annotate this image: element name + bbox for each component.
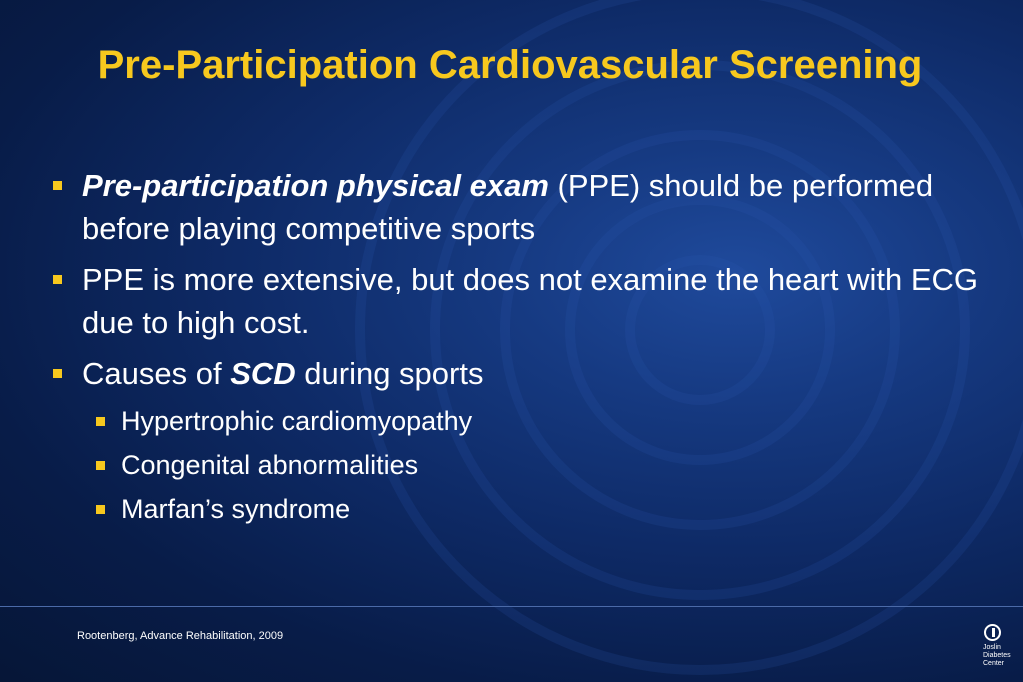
bullet-emphasis: SCD [230,356,296,391]
logo-line: Center [983,660,1005,667]
logo-line: Joslin [983,644,1001,651]
footer-divider [0,606,1023,607]
sub-bullet-text: Marfan’s syndrome [121,494,351,524]
bullet-marker-icon [96,417,105,426]
bullet-emphasis: Pre-participation physical exam [82,168,549,203]
bullet-item [48,258,988,344]
bullet-item [48,352,988,395]
sub-bullet-item [48,403,988,439]
sub-bullet-item [48,491,988,527]
bullet-text: Causes of [82,356,231,391]
sub-bullet-text: Congenital abnormalities [121,450,419,480]
slide-title: Pre-Participation Cardiovascular Screening [97,43,923,87]
bullet-text: during sports [295,356,484,391]
sub-bullet-item [48,447,988,483]
bullet-marker-icon [96,461,105,470]
bullet-item [48,164,988,250]
bullet-marker-icon [53,369,62,378]
joslin-mark-icon [984,624,1001,641]
bullet-marker-icon [53,275,62,284]
bullet-marker-icon [96,505,105,514]
logo-line: Diabetes [983,652,1011,659]
bullet-marker-icon [53,181,62,190]
bullet-text: PPE is more extensive, but does not examine the heart with ECG due to high cost. [82,262,979,340]
bullet-text: (PPE) should be performed before playing competitive sports [82,168,934,246]
bullet-list [48,164,988,535]
joslin-logo [983,624,1019,668]
footer-citation: Rootenberg, Advance Rehabilitation, 2009 [77,630,284,642]
sub-bullet-text: Hypertrophic cardiomyopathy [121,406,473,436]
